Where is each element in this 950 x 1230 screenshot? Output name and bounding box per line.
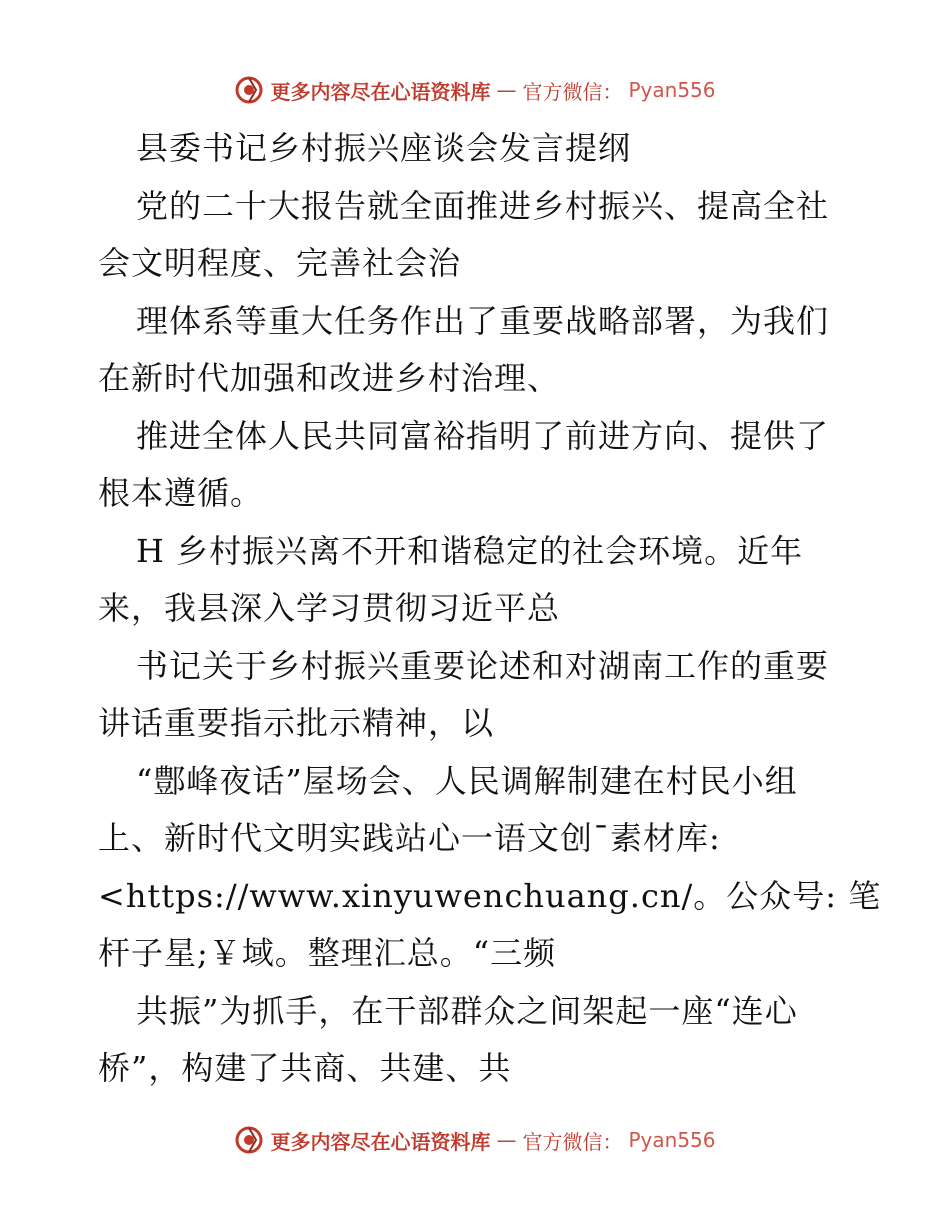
document-line: 上、新时代文明实践站心一语文创¯素材库: (98, 819, 721, 857)
banner-wechat-id: Pyan556 (628, 78, 716, 102)
footer-watermark-banner (0, 1120, 950, 1160)
banner-sub-text: 官方微信： (522, 1129, 623, 1154)
banner-separator: — (496, 1128, 517, 1152)
document-body (98, 120, 882, 1098)
document-line: 会文明程度、完善社会治 (98, 244, 462, 282)
banner-main-text: 更多内容尽在心语资料库 (270, 79, 491, 104)
header-watermark-banner (0, 70, 950, 110)
brand-logo-icon (234, 1125, 264, 1155)
banner-separator: — (496, 78, 517, 102)
document-line: 在新时代加强和改进乡村治理、 (98, 359, 561, 397)
document-line: 县委书记乡村振兴座谈会发言提纲 (136, 129, 632, 167)
document-line: 讲话重要指示批示精神，以 (98, 704, 495, 742)
document-line: 共振”为抓手，在干部群众之间架起一座“连心 (136, 991, 798, 1030)
document-line: “鄷峰夜话”屋场会、人民调解制建在村民小组 (136, 761, 798, 800)
brand-logo-icon (234, 75, 264, 105)
banner-sub-text: 官方微信： (522, 79, 623, 104)
document-line: 理体系等重大任务作出了重要战略部署，为我们 (136, 301, 830, 340)
document-line: 根本遵循。 (98, 474, 264, 512)
document-line: 桥”，构建了共商、共建、共 (98, 1049, 512, 1087)
document-line: 党的二十大报告就全面推进乡村振兴、提高全社 (136, 186, 830, 225)
document-line: 来，我县深入学习贯彻习近平总 (98, 589, 561, 627)
document-line: <https://www.xinyuwenchuang.cn/。公众号: 笔 (98, 876, 882, 915)
document-line: 推进全体人民共同富裕指明了前进方向、提供了 (136, 416, 830, 455)
document-line: 杆子星;￥域。整理汇总。“三频 (98, 934, 557, 972)
banner-main-text: 更多内容尽在心语资料库 (270, 1129, 491, 1154)
document-line: 书记关于乡村振兴重要论述和对湖南工作的重要 (136, 646, 830, 685)
document-line: H 乡村振兴离不开和谐稳定的社会环境。近年 (136, 531, 804, 570)
banner-wechat-id: Pyan556 (628, 1128, 716, 1152)
